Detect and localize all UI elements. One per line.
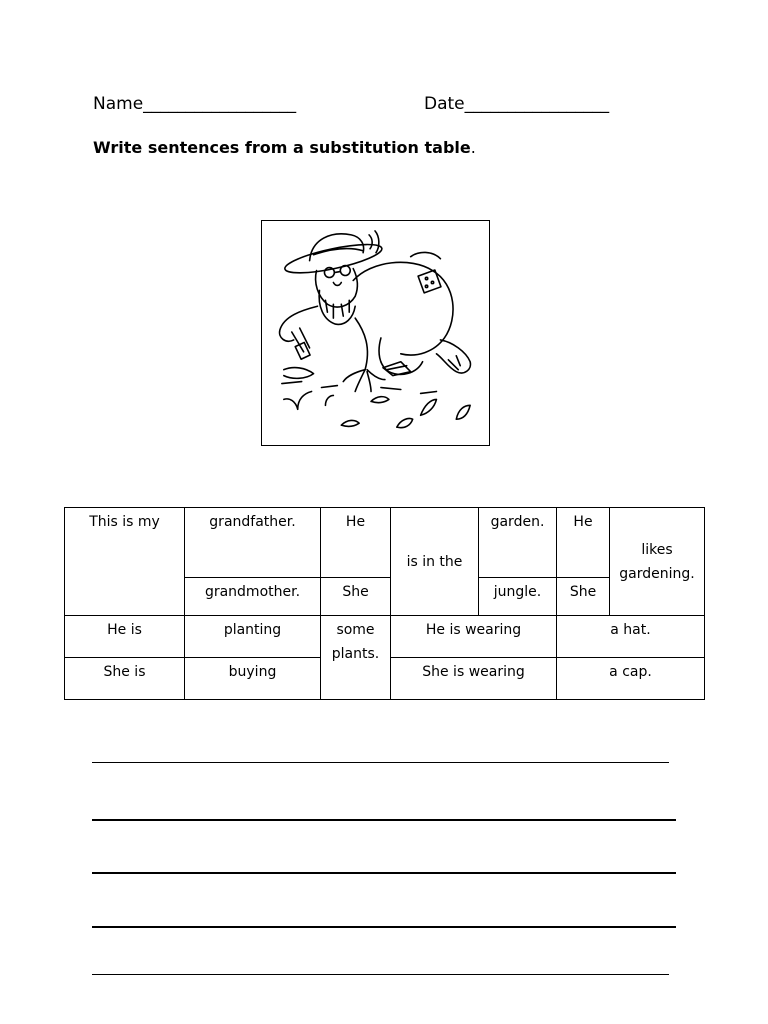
writing-line[interactable] [92, 762, 669, 763]
instruction-text: Write sentences from a substitution table [93, 138, 471, 157]
table-cell: is in the [391, 508, 479, 616]
table-cell: planting [185, 616, 321, 658]
table-cell: He is [65, 616, 185, 658]
table-cell: garden. [479, 508, 557, 578]
table-cell: She [557, 578, 610, 616]
table-cell: He [557, 508, 610, 578]
table-cell: likes gardening. [610, 508, 705, 616]
table-row [65, 508, 705, 578]
writing-line[interactable] [92, 872, 676, 874]
table-cell: grandmother. [185, 578, 321, 616]
gardening-picture [261, 220, 490, 446]
worksheet-instruction [93, 138, 476, 157]
instruction-period: . [470, 138, 476, 157]
table-cell: a hat. [557, 616, 705, 658]
writing-line[interactable] [92, 926, 676, 928]
table-cell: some plants. [321, 616, 391, 700]
table-cell: He [321, 508, 391, 578]
table-cell: She is [65, 658, 185, 700]
table-cell: a cap. [557, 658, 705, 700]
table-cell: He is wearing [391, 616, 557, 658]
table-cell: This is my [65, 508, 185, 616]
table-cell: She [321, 578, 391, 616]
table-cell: She is wearing [391, 658, 557, 700]
table-cell: buying [185, 658, 321, 700]
table-cell: grandfather. [185, 508, 321, 578]
writing-line[interactable] [92, 819, 676, 821]
table-cell: jungle. [479, 578, 557, 616]
name-field-label: Name__________________ [93, 94, 297, 114]
substitution-table [64, 507, 705, 700]
writing-line[interactable] [92, 974, 669, 975]
grandfather-gardening-illustration-icon [262, 221, 489, 445]
date-field-label: Date_________________ [424, 94, 610, 114]
table-row [65, 616, 705, 658]
